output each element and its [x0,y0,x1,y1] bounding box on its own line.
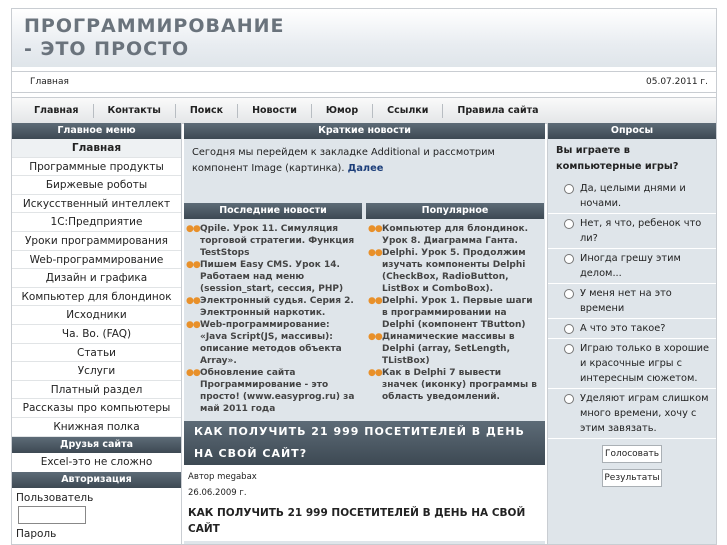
friends-title: Друзья сайта [12,437,181,453]
latest-item[interactable] [186,259,358,295]
latest-item-text[interactable]: Qpile. Урок 11. Симуляция торговой стратегии. Функция TestStops [200,224,355,258]
bullet-icon: ●● [186,260,200,270]
menu-item[interactable]: Статьи [12,344,181,363]
bullet-icon: ●● [368,296,382,306]
menu-item[interactable]: 1С:Предприятие [12,213,181,232]
bullet-icon: ●● [368,224,382,234]
popular-item[interactable] [368,247,540,295]
bullet-icon: ●● [186,224,200,234]
latest-item[interactable] [186,223,358,259]
latest-item[interactable] [186,295,358,319]
bullet-icon: ●● [186,296,200,306]
menu-item[interactable]: Компьютер для блондинок [12,288,181,307]
menu-item[interactable]: Уроки программирования [12,232,181,251]
left-sidebar [12,123,182,544]
poll-options [548,179,716,439]
breadcrumb[interactable]: Главная [30,77,69,87]
popular-block [366,203,544,415]
right-sidebar [547,123,716,544]
article-heading-banner[interactable]: КАК ПОЛУЧИТЬ 21 999 ПОСЕТИТЕЛЕЙ В ДЕНЬ НА СВОЙ САЙТ? [184,421,545,465]
latest-item[interactable] [186,319,358,367]
popular-list [366,219,544,403]
site-header [12,9,716,67]
popular-item[interactable] [368,295,540,331]
site-title-line2: - ЭТО ПРОСТО [24,38,190,60]
poll-option[interactable] [548,389,716,439]
poll-option-label: Уделяют играм слишком много времени, хочу с этим завязать. [580,393,709,434]
poll-option[interactable] [548,179,716,214]
poll-option[interactable] [548,214,716,249]
menu-item[interactable]: Книжная полка [12,418,181,437]
menu-item[interactable]: Главная [12,139,181,158]
short-news-body [184,139,545,199]
radio-button[interactable] [564,219,574,229]
menu-item[interactable]: Web-программирование [12,251,181,270]
main-menu-title: Главное меню [12,123,181,139]
popular-item[interactable] [368,367,540,403]
poll-option-label: Иногда грешу этим делом... [580,253,681,279]
popular-title: Популярное [366,203,544,219]
radio-button[interactable] [564,324,574,334]
radio-button[interactable] [564,254,574,264]
username-input[interactable] [18,506,86,524]
username-label: Пользователь [16,491,94,504]
auth-title: Авторизация [12,472,181,488]
article-date: 26.06.2009 г. [188,488,247,498]
popular-item-text[interactable]: Динамические массивы в Delphi (array, SetLength, TListBox) [382,332,515,366]
poll-question: Вы играете в компьютерные игры? [556,145,679,172]
topnav-item[interactable]: Контакты [94,104,176,118]
popular-item[interactable] [368,331,540,367]
topnav-item[interactable]: Правила сайта [457,104,539,116]
poll-option-label: У меня нет на это времени [580,288,672,314]
radio-button[interactable] [564,394,574,404]
short-news-text: Сегодня мы перейдем к закладке Additional и рассмотрим компонент Image (картинка). [192,147,495,174]
site-title-line1: ПРОГРАММИРОВАНИЕ [24,15,285,37]
topnav-item[interactable]: Ссылки [373,104,443,118]
bullet-icon: ●● [368,368,382,378]
short-news-title: Краткие новости [184,123,545,139]
short-news-more-link[interactable]: Далее [347,163,384,174]
latest-news-list [184,219,362,415]
bullet-icon: ●● [186,368,200,378]
latest-news-title: Последние новости [184,203,362,219]
topnav-item[interactable]: Поиск [176,104,238,118]
vote-button[interactable]: Голосовать [602,445,662,463]
topnav-item[interactable]: Главная [20,104,94,118]
latest-item-text[interactable]: Обновление сайта Программирование - это просто! (www.easyprog.ru) за май 2011 года [200,368,355,414]
menu-item[interactable]: Исходники [12,306,181,325]
poll-option[interactable] [548,284,716,319]
top-navigation [12,97,716,124]
password-label: Пароль [16,527,57,540]
poll-option-label: А что это такое? [580,323,666,334]
latest-item-text[interactable]: Пишем Easy CMS. Урок 14. Работаем над меню (session_start, сессия, PHP) [200,260,344,294]
popular-item-text[interactable]: Как в Delphi 7 вывести значек (иконку) программы в область уведомлений. [382,368,537,402]
friend-link[interactable]: Excel-это не сложно [40,455,153,468]
topnav-item[interactable]: Юмор [312,104,373,118]
popular-item-text[interactable]: Компьютер для блондинок. Урок 8. Диаграмма Ганта. [382,224,529,246]
bullet-icon: ●● [368,248,382,258]
main-menu [12,139,181,437]
current-date: 05.07.2011 г. [646,77,708,87]
article [184,465,545,541]
radio-button[interactable] [564,289,574,299]
main-content [184,123,545,544]
friends-list [12,453,181,472]
menu-item[interactable]: Услуги [12,362,181,381]
poll-option-label: Нет, я что, ребенок что ли? [580,218,702,244]
radio-button[interactable] [564,184,574,194]
article-title: КАК ПОЛУЧИТЬ 21 999 ПОСЕТИТЕЛЕЙ В ДЕНЬ НА СВОЙ САЙТ [188,507,526,535]
popular-item-text[interactable]: Delphi. Урок 1. Первые шаги в программировании на Delphi (компонент TButton) [382,296,533,330]
radio-button[interactable] [564,344,574,354]
latest-item-text[interactable]: Электронный судья. Серия 2. Электронный наркотик. [200,296,354,318]
menu-item[interactable]: Биржевые роботы [12,176,181,195]
menu-item[interactable]: Искусственный интеллект [12,195,181,214]
menu-item[interactable]: Программные продукты [12,158,181,177]
article-author: Автор megabax [188,472,257,482]
popular-item[interactable] [368,223,540,247]
latest-news-block [184,203,362,415]
poll-option[interactable] [548,319,716,339]
latest-item-text[interactable]: Web-программирование: «Java Script(JS, массивы): описание методов объекта Array». [200,320,342,366]
polls-title: Опросы [548,123,716,139]
menu-item[interactable]: Рассказы про компьютеры [12,399,181,418]
topnav-item[interactable]: Новости [238,104,312,118]
bullet-icon: ●● [368,332,382,342]
menu-item[interactable]: Дизайн и графика [12,269,181,288]
breadcrumb-bar [12,71,716,93]
menu-item[interactable]: Платный раздел [12,381,181,400]
poll-option[interactable] [548,339,716,389]
poll-option[interactable] [548,249,716,284]
poll-option-label: Играю только в хорошие и красочные игры с интересным сюжетом. [580,343,710,384]
results-button[interactable]: Результаты [602,469,662,487]
bullet-icon: ●● [186,320,200,330]
latest-item[interactable] [186,367,358,415]
poll-option-label: Да, целыми днями и ночами. [580,183,686,209]
menu-item[interactable]: Ча. Во. (FAQ) [12,325,181,344]
page [11,8,717,545]
popular-item-text[interactable]: Delphi. Урок 5. Продолжим изучать компоненты Delphi (CheckBox, RadioButton, ListBox и ComboBox). [382,248,526,294]
